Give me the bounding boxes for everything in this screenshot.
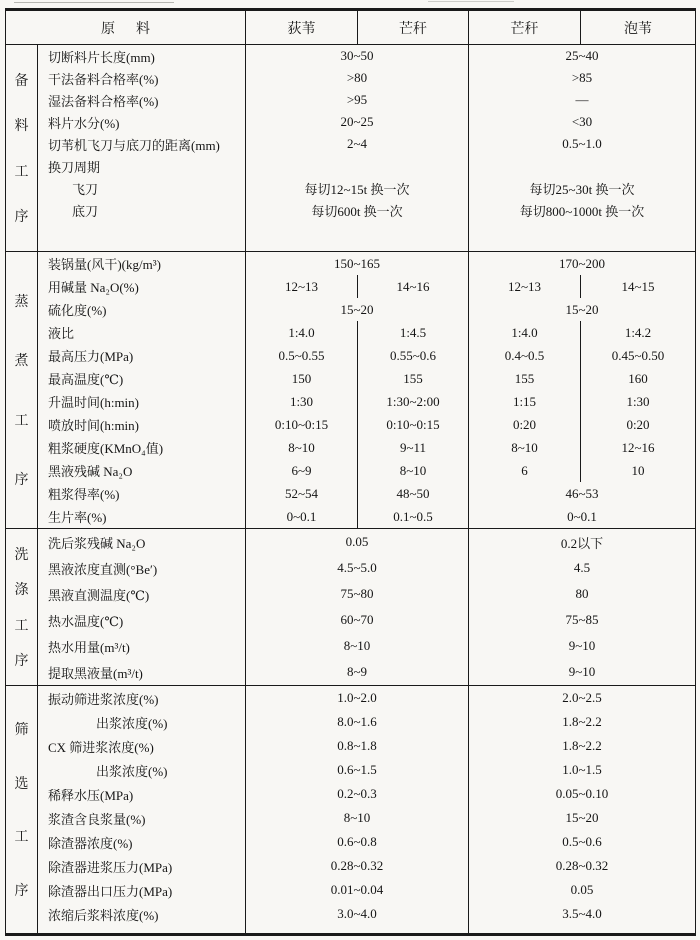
table-row: [6, 505, 696, 529]
value-cell: 每切12~15t 换一次: [304, 181, 410, 197]
value-cell: 0.6~0.8: [337, 834, 377, 849]
value-cell: 8~9: [346, 664, 368, 679]
value-cell: 0~0.1: [286, 508, 317, 524]
row-label: 黑液直测温度(℃): [38, 581, 246, 607]
table-row: [6, 782, 696, 806]
value-cell: 0.5~1.0: [469, 133, 696, 155]
section-label-text: [6, 45, 37, 251]
row-label: 切苇机飞刀与底刀的距离(mm): [38, 133, 246, 155]
table-row: [6, 321, 696, 344]
row-label: 最高压力(MPa): [38, 344, 246, 367]
value-cell: 0:20: [469, 413, 581, 436]
value-cell: 0.5~0.6: [469, 830, 696, 854]
table-row: [6, 734, 696, 758]
value-cell: 25~40: [469, 45, 696, 68]
row-label: 黑液残碱 Na₂O: [38, 459, 246, 482]
row-label: 除渣器浓度(%): [38, 830, 246, 854]
table-row: [6, 758, 696, 782]
value-cell: 1:30: [581, 390, 696, 413]
table-row: [6, 344, 696, 367]
value-cell: >85: [469, 67, 696, 89]
value-cell: >80: [346, 70, 368, 85]
row-label: 硫化度(%): [38, 298, 246, 321]
value-cell: 0.05: [469, 878, 696, 902]
row-label: 生片率(%): [38, 505, 246, 529]
row-label: 除渣器出口压力(MPa): [38, 878, 246, 902]
value-cell: >95: [346, 92, 368, 107]
value-cell: 0.28~0.32: [469, 854, 696, 878]
table-row: [6, 529, 696, 556]
section-3: [6, 529, 696, 686]
table-row: [6, 436, 696, 459]
value-cell: 0.28~0.32: [330, 858, 384, 873]
value-cell: 8~10: [343, 810, 371, 825]
column-header-material-1: 荻苇: [246, 10, 358, 45]
value-cell: 52~54: [284, 485, 319, 501]
section-label-char: 料: [14, 119, 29, 135]
row-label: 浓缩后浆料浓度(%): [38, 902, 246, 935]
table-row: [6, 111, 696, 133]
column-header-material-3: 芒秆: [469, 10, 581, 45]
section-label-char: 工: [14, 618, 29, 634]
value-cell: 12~13: [469, 275, 581, 298]
value-cell: 15~20: [469, 298, 696, 321]
value-cell: 0:20: [581, 413, 696, 436]
value-cell: 14~16: [358, 275, 469, 298]
value-cell: 1:15: [469, 390, 581, 413]
row-label: 振动筛进浆浓度(%): [38, 686, 246, 711]
value-cell: 1:30~2:00: [358, 390, 469, 413]
table-row: [6, 482, 696, 505]
value-cell: 1:4.5: [358, 321, 469, 344]
value-cell: 8.0~1.6: [337, 714, 377, 729]
value-cell: 150: [291, 370, 312, 386]
section-label-char: 工: [14, 830, 29, 846]
section-label-char: 煮: [14, 354, 29, 370]
table-row: [6, 806, 696, 830]
row-label: 浆渣含良浆量(%): [38, 806, 246, 830]
value-cell: 0.45~0.50: [581, 344, 696, 367]
table-row: [6, 854, 696, 878]
value-cell: 155: [469, 367, 581, 390]
table-row: [6, 45, 696, 68]
value-cell: 每切25~30t 换一次: [469, 177, 696, 199]
value-cell: 每切800~1000t 换一次: [469, 199, 696, 252]
table-row: [6, 367, 696, 390]
value-cell: 0.05: [345, 534, 369, 549]
value-cell: 0.8~1.8: [337, 738, 377, 753]
value-cell: 0.2~0.3: [337, 786, 377, 801]
section-label-char: 序: [14, 472, 29, 488]
row-label: 喷放时间(h:min): [38, 413, 246, 436]
value-cell: 75~85: [469, 607, 696, 633]
section-label-char: 序: [14, 209, 29, 225]
section-label-char: 序: [14, 883, 29, 899]
row-label: 最高温度(℃): [38, 367, 246, 390]
value-cell: 9~10: [469, 659, 696, 686]
row-label: 液比: [38, 321, 246, 344]
value-cell: 1:30: [289, 393, 314, 409]
section-1: [6, 45, 696, 252]
table-row: [6, 633, 696, 659]
section-label: [6, 686, 38, 935]
value-cell: 0.01~0.04: [330, 882, 384, 897]
row-label: 用碱量 Na₂O(%): [38, 275, 246, 298]
row-label: 料片水分(%): [38, 111, 246, 133]
value-cell: 4.5: [469, 555, 696, 581]
scan-artifact: [428, 1, 514, 2]
table-row: [6, 67, 696, 89]
value-cell: 1.0~1.5: [469, 758, 696, 782]
table-row: [6, 275, 696, 298]
value-cell: 每切600t 换一次: [311, 203, 403, 219]
value-cell: 20~25: [340, 114, 374, 129]
value-cell: 0.2以下: [469, 529, 696, 556]
value-cell: 0.4~0.5: [469, 344, 581, 367]
value-cell: 8~10: [469, 436, 581, 459]
value-cell: 8~10: [358, 459, 469, 482]
section-label-text: [6, 252, 37, 528]
value-cell: 4.5~5.0: [337, 560, 377, 575]
row-label: 稀释水压(MPa): [38, 782, 246, 806]
value-cell: 1:4.0: [469, 321, 581, 344]
row-label: 粗浆硬度(KMnO₄值): [38, 436, 246, 459]
section-label-char: 洗: [14, 548, 29, 564]
row-label: 热水温度(℃): [38, 607, 246, 633]
table-row: [6, 133, 696, 155]
table-row: [6, 298, 696, 321]
header-material-label: 原 料: [6, 10, 246, 45]
value-cell: 3.5~4.0: [469, 902, 696, 935]
value-cell: 1.8~2.2: [469, 710, 696, 734]
table-row: [6, 89, 696, 111]
table-row: [6, 155, 696, 177]
table-row: [6, 659, 696, 686]
section-label-char: 涤: [14, 583, 29, 599]
column-header-material-2: 芒秆: [358, 10, 469, 45]
value-cell: 3.0~4.0: [337, 906, 377, 921]
row-label: 飞刀: [38, 177, 246, 199]
value-cell: 160: [581, 367, 696, 390]
value-cell: 6~9: [291, 462, 312, 478]
row-label: 洗后浆残碱 Na₂O: [38, 529, 246, 556]
value-cell: 9~11: [358, 436, 469, 459]
value-cell: 12~13: [284, 278, 319, 294]
value-cell: 8~10: [343, 638, 371, 653]
value-cell: 60~70: [340, 612, 374, 627]
table-row: [6, 555, 696, 581]
row-label: 除渣器进浆压力(MPa): [38, 854, 246, 878]
row-label: 湿法备料合格率(%): [38, 89, 246, 111]
value-cell: —: [469, 89, 696, 111]
value-cell: <30: [469, 111, 696, 133]
row-label: 换刀周期: [38, 155, 246, 177]
value-cell: 0~0.1: [469, 505, 696, 529]
table-row: [6, 607, 696, 633]
section-label: [6, 45, 38, 252]
row-label: 热水用量(m³/t): [38, 633, 246, 659]
value-cell: 75~80: [340, 586, 374, 601]
value-cell: 155: [358, 367, 469, 390]
table-row: [6, 252, 696, 276]
column-header-material-4: 泡苇: [581, 10, 696, 45]
value-cell: 8~10: [288, 439, 315, 455]
section-label-char: 备: [14, 74, 29, 90]
value-cell: 15~20: [469, 806, 696, 830]
row-label: 粗浆得率(%): [38, 482, 246, 505]
value-cell: 12~16: [581, 436, 696, 459]
value-cell: 2~4: [346, 136, 368, 151]
value-cell: 0.05~0.10: [469, 782, 696, 806]
header-row: [6, 10, 696, 45]
value-cell: 46~53: [469, 482, 696, 505]
table-row: [6, 459, 696, 482]
table-row: [6, 902, 696, 935]
table-row: [6, 413, 696, 436]
section-2: [6, 252, 696, 529]
section-label-char: 序: [14, 653, 29, 669]
table-row: [6, 686, 696, 711]
row-label: 底刀: [38, 199, 246, 252]
section-label-char: 工: [14, 413, 29, 429]
value-cell: 150~165: [333, 255, 381, 271]
section-label: [6, 252, 38, 529]
value-cell: 9~10: [469, 633, 696, 659]
table-row: [6, 581, 696, 607]
table-row: [6, 177, 696, 199]
row-label: 切断料片长度(mm): [38, 45, 246, 68]
table-row: [6, 878, 696, 902]
value-cell: 0.1~0.5: [358, 505, 469, 529]
value-cell: 1.0~2.0: [337, 690, 377, 705]
row-label: 装锅量(风干)(kg/m³): [38, 252, 246, 276]
section-label: [6, 529, 38, 686]
value-cell: [469, 155, 696, 177]
process-spec-table: [5, 8, 696, 936]
value-cell: 1.8~2.2: [469, 734, 696, 758]
value-cell: 2.0~2.5: [469, 686, 696, 711]
table-header: [6, 10, 696, 45]
scan-artifact: [14, 2, 174, 3]
value-cell: 30~50: [340, 48, 374, 63]
row-label: 黑液浓度直测(°Be′): [38, 555, 246, 581]
value-cell: 1:4.0: [288, 324, 315, 340]
row-label: 提取黑液量(m³/t): [38, 659, 246, 686]
value-cell: 0:10~0:15: [358, 413, 469, 436]
table-row: [6, 830, 696, 854]
value-cell: 0:10~0:15: [274, 416, 329, 432]
value-cell: 15~20: [340, 301, 374, 317]
table-row: [6, 710, 696, 734]
section-label-text: [6, 529, 37, 685]
section-label-text: [6, 686, 37, 933]
value-cell: 80: [469, 581, 696, 607]
table-row: [6, 199, 696, 252]
section-label-char: 蒸: [14, 295, 29, 311]
section-label-char: 工: [14, 164, 29, 180]
value-cell: 0.55~0.6: [358, 344, 469, 367]
row-label: 出浆浓度(%): [38, 710, 246, 734]
section-label-char: 选: [14, 776, 29, 792]
value-cell: 14~15: [581, 275, 696, 298]
row-label: 干法备料合格率(%): [38, 67, 246, 89]
value-cell: 48~50: [358, 482, 469, 505]
row-label: 出浆浓度(%): [38, 758, 246, 782]
value-cell: 1:4.2: [581, 321, 696, 344]
row-label: 升温时间(h:min): [38, 390, 246, 413]
section-4: [6, 686, 696, 935]
row-label: CX 筛进浆浓度(%): [38, 734, 246, 758]
table-row: [6, 390, 696, 413]
value-cell: 0.6~1.5: [337, 762, 377, 777]
section-label-char: 筛: [14, 723, 29, 739]
value-cell: 170~200: [469, 252, 696, 276]
value-cell: [246, 155, 469, 177]
value-cell: 6: [469, 459, 581, 482]
value-cell: 0.5~0.55: [278, 347, 325, 363]
value-cell: 10: [581, 459, 696, 482]
